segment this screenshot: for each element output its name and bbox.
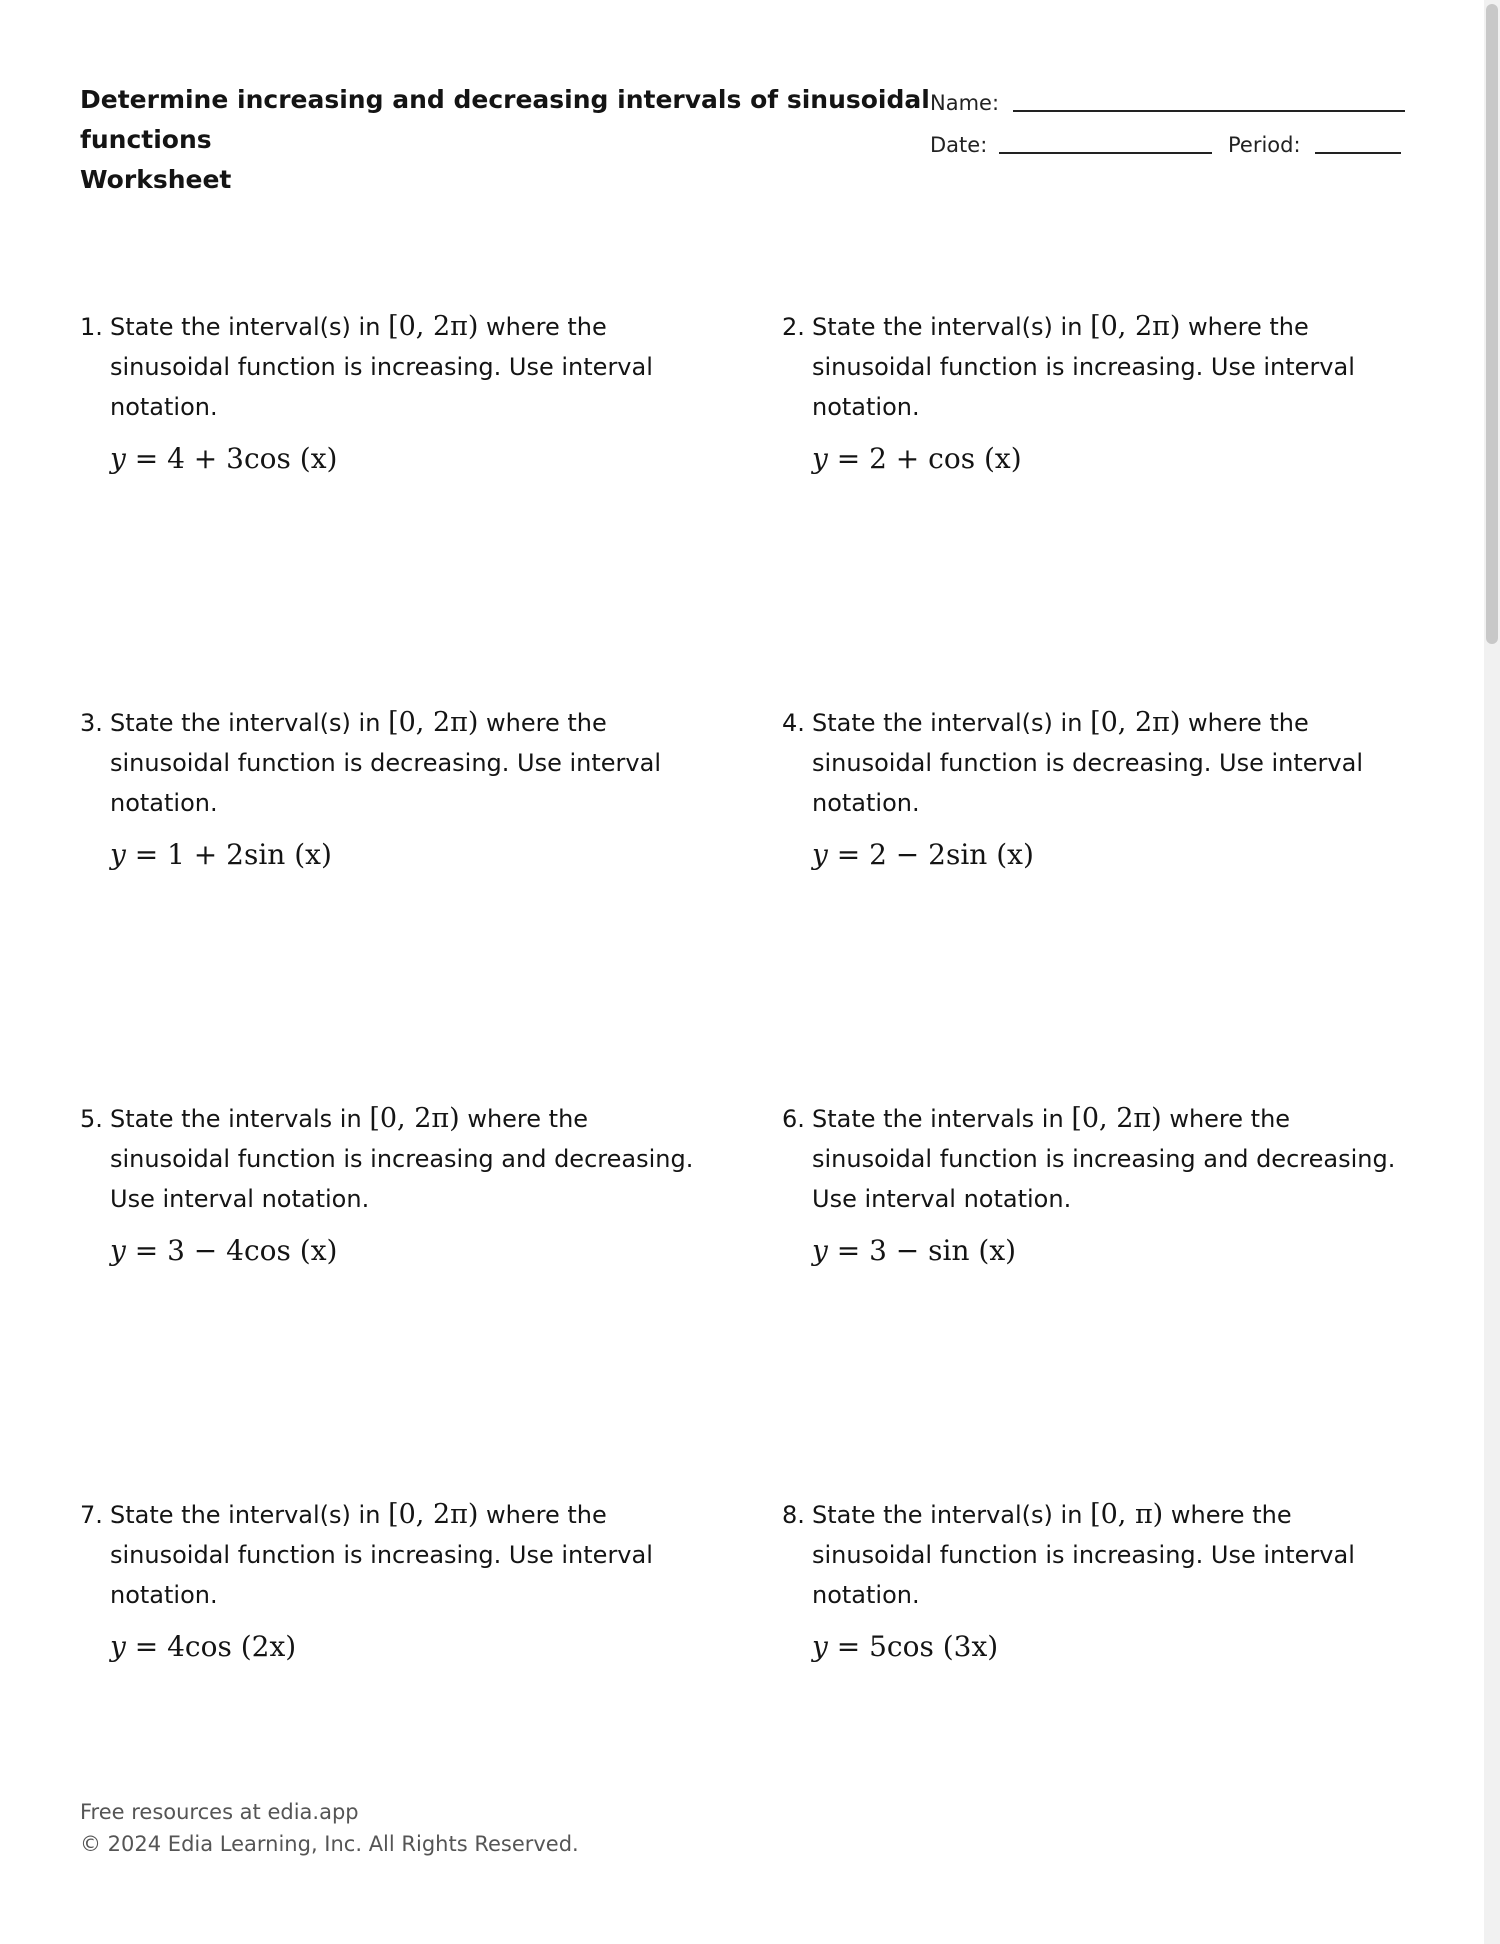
equation-lhs: y: [110, 1630, 126, 1663]
equation-lhs: y: [812, 442, 828, 475]
problem-text-end: where the: [1188, 313, 1309, 341]
title-subtitle: Worksheet: [80, 165, 232, 194]
equation-rhs: = 4cos (2x): [134, 1630, 297, 1663]
equation: [812, 835, 1034, 875]
problem-text-start: State the interval(s) in: [812, 1501, 1083, 1529]
problem-text-line2: sinusoidal function is increasing. Use interval: [110, 353, 653, 381]
problem-text-start: State the interval(s) in: [812, 313, 1083, 341]
interval-math: [0, 2π): [388, 311, 479, 342]
equation: [110, 835, 332, 875]
problem-number: 7.: [80, 1501, 103, 1529]
problem-text-end: where the: [1170, 1501, 1292, 1529]
equation: [110, 439, 337, 479]
problem-text-start: State the interval(s) in: [812, 709, 1083, 737]
period-line[interactable]: [1315, 152, 1401, 154]
equation-lhs: y: [812, 838, 828, 871]
interval-math: [0, π): [1090, 1499, 1164, 1530]
equation-rhs: = 1 + 2sin (x): [134, 838, 332, 871]
name-label: Name:: [930, 91, 1000, 115]
problem-text-start: State the interval(s) in: [110, 313, 381, 341]
problem-text-line3: notation.: [110, 1581, 218, 1609]
equation: [812, 1627, 998, 1667]
problem-text-end: where the: [467, 1105, 589, 1133]
interval-math: [0, 2π): [388, 707, 479, 738]
problem-text-end: where the: [1169, 1105, 1291, 1133]
problem-text: [110, 703, 710, 823]
problem-text-end: where the: [1188, 709, 1309, 737]
equation-rhs: = 3 − 4cos (x): [134, 1234, 338, 1267]
problem-text-line3: notation.: [812, 393, 920, 421]
worksheet-title: [80, 80, 930, 200]
problem-text-line3: Use interval notation.: [110, 1185, 370, 1213]
problem-number: 4.: [782, 709, 805, 737]
problem-number: 6.: [782, 1105, 805, 1133]
problem-text: [812, 307, 1412, 427]
problem-text: [110, 1099, 710, 1219]
problem-text-line2: sinusoidal function is decreasing. Use interval: [110, 749, 662, 777]
problem-text-line3: notation.: [812, 789, 920, 817]
problem-text-line2: sinusoidal function is increasing and decreasing.: [812, 1145, 1396, 1173]
footer-copyright: © 2024 Edia Learning, Inc. All Rights Reserved.: [80, 1832, 579, 1856]
problem-text-line2: sinusoidal function is decreasing. Use interval: [812, 749, 1364, 777]
equation: [110, 1627, 296, 1667]
interval-math: [0, 2π): [1090, 311, 1181, 342]
equation: [110, 1231, 337, 1271]
problem-text-start: State the interval(s) in: [110, 709, 381, 737]
date-line[interactable]: [999, 152, 1212, 154]
title-line-2: functions: [80, 125, 212, 154]
problem-text-line2: sinusoidal function is increasing and decreasing.: [110, 1145, 694, 1173]
problem-text: [812, 1099, 1412, 1219]
name-line[interactable]: [1013, 110, 1405, 112]
problem-number: 1.: [80, 313, 103, 341]
equation-lhs: y: [110, 442, 126, 475]
equation-lhs: y: [812, 1630, 828, 1663]
title-line-1: Determine increasing and decreasing intervals of sinusoidal: [80, 85, 930, 114]
problem-text-line2: sinusoidal function is increasing. Use interval: [812, 1541, 1355, 1569]
problem-text-line3: notation.: [110, 789, 218, 817]
problem-text-line3: notation.: [812, 1581, 920, 1609]
equation-rhs: = 4 + 3cos (x): [134, 442, 338, 475]
equation-lhs: y: [110, 838, 126, 871]
equation: [812, 439, 1022, 479]
scrollbar-thumb[interactable]: [1486, 4, 1498, 644]
interval-math: [0, 2π): [1090, 707, 1181, 738]
equation-lhs: y: [812, 1234, 828, 1267]
problem-text: [110, 1495, 710, 1615]
problem-number: 3.: [80, 709, 103, 737]
problem-text-end: where the: [486, 709, 607, 737]
equation-lhs: y: [110, 1234, 126, 1267]
problem-text-line2: sinusoidal function is increasing. Use interval: [812, 353, 1355, 381]
problem-text: [110, 307, 710, 427]
footer-resources-link[interactable]: Free resources at edia.app: [80, 1800, 359, 1824]
problem-text-start: State the intervals in: [110, 1105, 362, 1133]
problem-text-start: State the interval(s) in: [110, 1501, 381, 1529]
problem-text-end: where the: [486, 1501, 607, 1529]
problem-text: [812, 703, 1412, 823]
problem-number: 5.: [80, 1105, 103, 1133]
problem-text-start: State the intervals in: [812, 1105, 1064, 1133]
footer: [80, 1796, 579, 1860]
problem-text-end: where the: [486, 313, 607, 341]
interval-math: [0, 2π): [369, 1103, 460, 1134]
problem-text-line3: notation.: [110, 393, 218, 421]
interval-math: [0, 2π): [1071, 1103, 1162, 1134]
date-label: Date:: [930, 133, 988, 157]
equation: [812, 1231, 1016, 1271]
equation-rhs: = 2 − 2sin (x): [836, 838, 1034, 871]
problem-text-line2: sinusoidal function is increasing. Use interval: [110, 1541, 653, 1569]
vertical-scrollbar[interactable]: [1484, 0, 1500, 1944]
equation-rhs: = 5cos (3x): [836, 1630, 999, 1663]
interval-math: [0, 2π): [388, 1499, 479, 1530]
equation-rhs: = 2 + cos (x): [836, 442, 1022, 475]
problem-text: [812, 1495, 1412, 1615]
period-label: Period:: [1228, 133, 1301, 157]
problem-number: 2.: [782, 313, 805, 341]
problem-text-line3: Use interval notation.: [812, 1185, 1072, 1213]
equation-rhs: = 3 − sin (x): [836, 1234, 1017, 1267]
problem-number: 8.: [782, 1501, 805, 1529]
